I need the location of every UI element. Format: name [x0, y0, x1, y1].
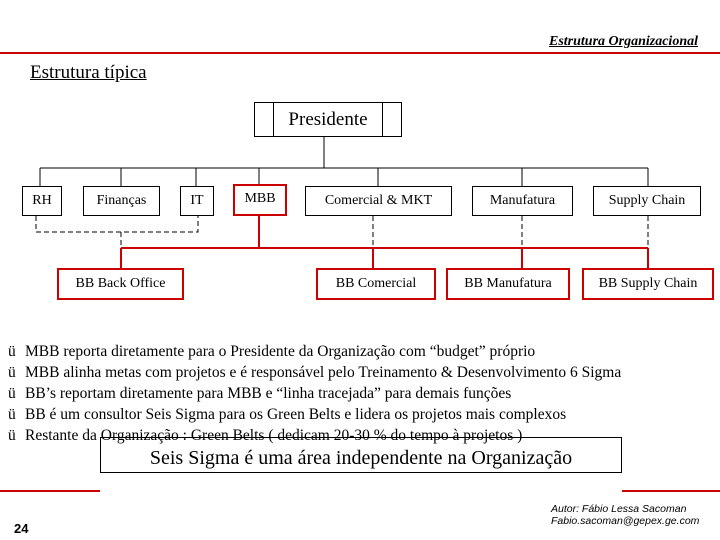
bb-label-supply-chain: BB Supply Chain [598, 276, 698, 291]
bb-label-manufatura: BB Manufatura [464, 276, 552, 291]
bb-box-comercial [316, 268, 436, 300]
president-label: Presidente [288, 108, 368, 130]
function-box-mbb [233, 184, 287, 216]
slide-header-title: Estrutura Organizacional [549, 34, 698, 49]
author-name: Autor: Fábio Lessa Sacoman [551, 503, 687, 515]
bullet-item [8, 341, 621, 362]
check-bullet-icon: ü [8, 364, 16, 381]
function-box-supply-chain [593, 186, 701, 216]
author-credit [551, 503, 699, 527]
president-box-divider-left [273, 103, 274, 136]
bb-box-back-office [57, 268, 184, 300]
check-bullet-icon: ü [8, 385, 16, 402]
function-box-comercial-mkt [305, 186, 452, 216]
bb-box-manufatura [446, 268, 570, 300]
function-label-mbb: MBB [244, 191, 276, 206]
bullet-item [8, 404, 621, 425]
bullet-item [8, 383, 621, 404]
check-bullet-icon: ü [8, 427, 16, 444]
bb-box-supply-chain [582, 268, 714, 300]
footer-red-rule-right [622, 490, 720, 492]
function-label-financas: Finanças [96, 193, 147, 208]
function-box-it [180, 186, 214, 216]
bullet-item [8, 362, 621, 383]
bb-label-comercial: BB Comercial [335, 276, 417, 291]
function-label-rh: RH [32, 193, 52, 208]
bullet-list [8, 341, 621, 446]
bullet-text: BB é um consultor Seis Sigma para os Green Belts e lidera os projetos mais complexos [25, 406, 567, 423]
function-label-comercial-mkt: Comercial & MKT [324, 193, 433, 208]
function-label-manufatura: Manufatura [489, 193, 556, 208]
check-bullet-icon: ü [8, 343, 16, 360]
function-box-rh [22, 186, 62, 216]
function-label-supply-chain: Supply Chain [608, 193, 686, 208]
banner-text: Seis Sigma é uma área independente na Organização [149, 447, 573, 469]
president-box [254, 102, 402, 137]
bullet-text: MBB reporta diretamente para o Presidente da Organização com “budget” próprio [25, 343, 536, 360]
bb-label-back-office: BB Back Office [75, 276, 166, 291]
check-bullet-icon: ü [8, 406, 16, 423]
footer-red-rule-left [0, 490, 100, 492]
page-number: 24 [14, 521, 29, 536]
author-email: Fabio.sacoman@gepex.ge.com [551, 515, 700, 527]
banner-box [100, 437, 622, 473]
function-label-it: IT [190, 193, 204, 208]
bullet-text: BB’s reportam diretamente para MBB e “linha tracejada” para demais funções [25, 385, 512, 402]
bullet-text: Restante da Organização : Green Belts ( dedicam 20-30 % do tempo à projetos ) [25, 427, 523, 444]
function-box-financas [83, 186, 160, 216]
bullet-text: MBB alinha metas com projetos e é responsável pelo Treinamento & Desenvolvimento 6 Sigma [25, 364, 622, 381]
president-box-divider-right [382, 103, 383, 136]
function-box-manufatura [472, 186, 573, 216]
back-office-dashed-bracket [36, 216, 198, 232]
slide-subtitle: Estrutura típica [30, 62, 147, 83]
